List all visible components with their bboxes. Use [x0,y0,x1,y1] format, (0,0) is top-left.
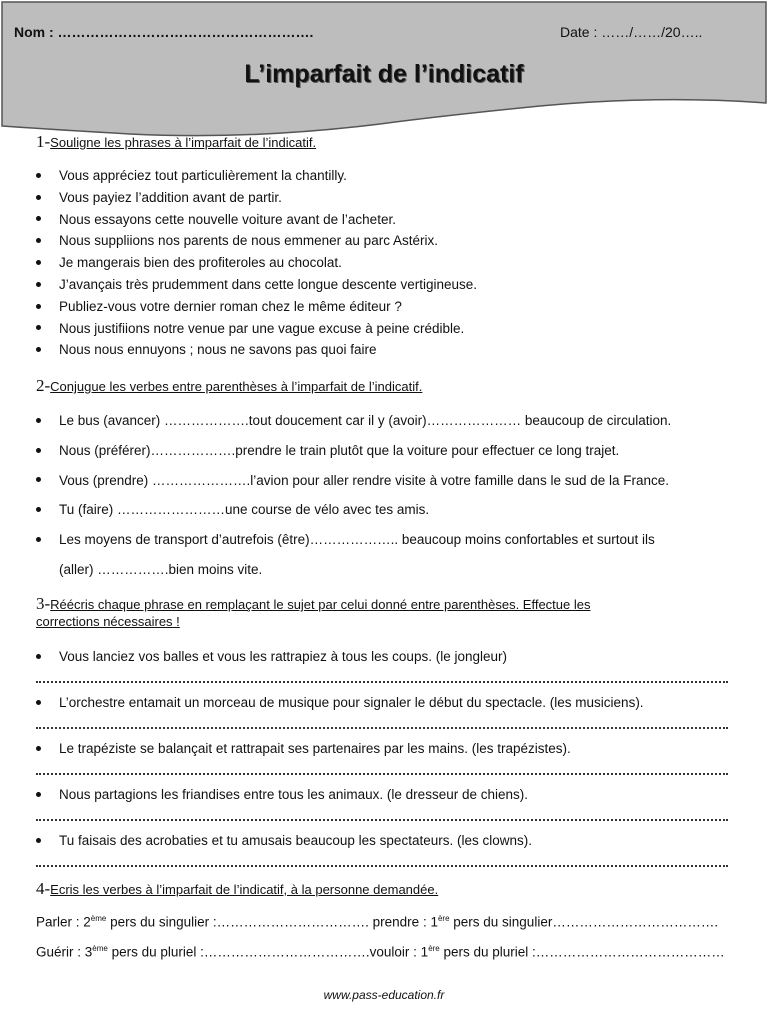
section-1-list [36,165,477,361]
bullet-icon [36,418,41,423]
bullet-icon [36,195,41,200]
section-number: 2- [36,376,51,395]
bullet-icon [36,700,41,705]
list-item: Le bus (avancer) ……………….tout doucement car il y (avoir)………………… beaucoup de circulation. [36,406,671,436]
list-item: Nous justifiions notre venue par une vague excuse à peine crédible. [36,318,477,340]
exercise-sentence: Vous lanciez vos balles et vous les rattrapiez à tous les coups. (le jongleur) [36,646,728,668]
section-instruction: Ecris les verbes à l’imparfait de l’indicatif, à la personne demandée. [50,882,439,897]
bullet-icon [36,347,41,352]
section-2-heading [36,376,422,396]
list-item: Nous essayons cette nouvelle voiture avant de l’acheter. [36,209,477,231]
section-number: 1- [36,132,51,151]
section-3-heading [36,594,590,629]
bullet-icon [36,746,41,751]
date-field: Date : ……/……/20….. [560,24,703,40]
exercise-sentence: L’orchestre entamait un morceau de musique pour signaler le début du spectacle. (les musiciens). [36,692,728,714]
bullet-icon [36,216,41,221]
exercise-sentence: Nous partagions les friandises entre tous les animaux. (le dresseur de chiens). [36,784,728,806]
exercise-sentence: Tu faisais des acrobaties et tu amusais beaucoup les spectateurs. (les clowns). [36,830,728,852]
bullet-icon [36,325,41,330]
bullet-icon [36,238,41,243]
bullet-icon [36,477,41,482]
section-3-exercises [36,646,728,867]
header-banner [0,0,768,140]
section-instruction: Conjugue les verbes entre parenthèses à l’imparfait de l’indicatif. [50,379,423,394]
answer-line[interactable] [36,864,728,867]
bullet-icon [36,792,41,797]
section-1-heading [36,132,316,152]
list-item: Je mangerais bien des profiteroles au chocolat. [36,252,477,274]
list-item: J’avançais très prudemment dans cette longue descente vertigineuse. [36,274,477,296]
bullet-icon [36,537,41,542]
list-item: Vous payiez l’addition avant de partir. [36,187,477,209]
bullet-icon [36,260,41,265]
section-4-heading [36,879,438,899]
conjugation-line-1: Parler : 2ème pers du singulier :……………………………. prendre : 1ère pers du singulier………………………………. [36,914,719,930]
page-title: L’imparfait de l’indicatif [244,60,524,88]
bullet-icon [36,507,41,512]
answer-line[interactable] [36,818,728,821]
section-instruction: Souligne les phrases à l’imparfait de l’indicatif. [50,135,317,150]
section-number: 4- [36,879,51,898]
bullet-icon [36,838,41,843]
list-item: Vous (prendre) ………………….l’avion pour aller rendre visite à votre famille dans le sud de la France. [36,466,671,496]
answer-line[interactable] [36,772,728,775]
section-number: 3- [36,594,51,613]
bullet-icon [36,654,41,659]
footer-url: www.pass-education.fr [323,988,445,1002]
list-item-continuation: (aller) …………….bien moins vite. [59,562,263,577]
list-item: Publiez-vous votre dernier roman chez le même éditeur ? [36,296,477,318]
name-field: Nom : ………………………………………………. [14,24,314,40]
bullet-icon [36,448,41,453]
section-instruction-continued: corrections nécessaires ! [36,614,180,629]
conjugation-line-2: Guérir : 3ème pers du pluriel :……………………………….vouloir : 1ère pers du pluriel :…………………………………… [36,944,725,960]
section-2-list [36,406,671,555]
section-instruction: Réécris chaque phrase en remplaçant le sujet par celui donné entre parenthèses. Effectue les [50,597,591,612]
list-item: Vous appréciez tout particulièrement la chantilly. [36,165,477,187]
bullet-icon [36,304,41,309]
list-item: Les moyens de transport d’autrefois (être)……………….. beaucoup moins confortables et surtout ils [36,525,671,555]
list-item: Tu (faire) ……………………une course de vélo avec tes amis. [36,495,671,525]
bullet-icon [36,173,41,178]
list-item: Nous nous ennuyons ; nous ne savons pas quoi faire [36,339,477,361]
list-item: Nous suppliions nos parents de nous emmener au parc Astérix. [36,230,477,252]
bullet-icon [36,282,41,287]
answer-line[interactable] [36,680,728,683]
exercise-sentence: Le trapéziste se balançait et rattrapait ses partenaires par les mains. (les trapézistes). [36,738,728,760]
list-item: Nous (préférer)……………….prendre le train plutôt que la voiture pour effectuer ce long trajet. [36,436,671,466]
answer-line[interactable] [36,726,728,729]
